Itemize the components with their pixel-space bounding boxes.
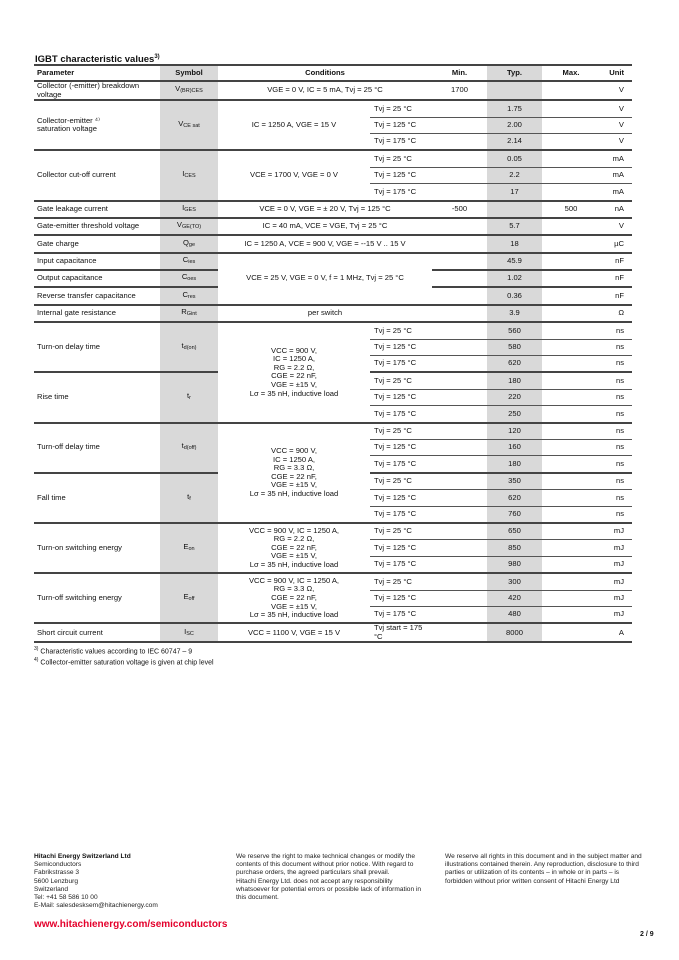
symbol	[160, 235, 218, 252]
max-value	[542, 218, 600, 235]
typ-value: 350	[487, 473, 542, 490]
conditions: VGE = 0 V, IC = 5 mA, Tvj = 25 °C	[218, 81, 432, 100]
unit: mJ	[600, 523, 632, 540]
min-value	[432, 133, 487, 150]
header-unit: Unit	[600, 65, 632, 81]
typ-value: 160	[487, 440, 542, 456]
typ-value: 850	[487, 540, 542, 556]
parameter-name: Gate charge	[34, 235, 160, 252]
conditions: VCE = 1700 V, VGE = 0 V	[218, 150, 370, 200]
typ-value: 620	[487, 356, 542, 373]
max-value	[542, 590, 600, 606]
temperature-condition: Tvj = 175 °C	[370, 184, 432, 201]
temperature-condition: Tvj start = 175 °C	[370, 623, 432, 642]
table-row	[34, 201, 632, 218]
max-value	[542, 490, 600, 506]
footnote	[34, 645, 214, 656]
max-value	[542, 406, 600, 423]
max-value	[542, 253, 600, 270]
table-row	[34, 623, 632, 642]
symbol-subscript: res	[187, 293, 196, 300]
parameter-name: Fall time	[34, 473, 160, 523]
typ-value: 1.02	[487, 270, 542, 287]
min-value	[432, 372, 487, 389]
min-value	[432, 556, 487, 573]
max-value	[542, 322, 600, 339]
header-typ: Typ.	[487, 65, 542, 81]
parameter-name: Output capacitance	[34, 270, 160, 287]
symbol	[160, 372, 218, 422]
parameter-name: Collector cut-off current	[34, 150, 160, 200]
table-row	[34, 218, 632, 235]
unit: ns	[600, 406, 632, 423]
typ-value: 220	[487, 389, 542, 405]
max-value	[542, 423, 600, 440]
symbol	[160, 623, 218, 642]
symbol-main: I	[182, 202, 185, 212]
conditions: IC = 40 mA, VCE = VGE, Tvj = 25 °C	[218, 218, 432, 235]
unit: V	[600, 218, 632, 235]
conditions: VCC = 900 V, IC = 1250 A, RG = 3.3 Ω, CGE = 22 nF, VGE = ±15 V, Lσ = 35 nH, inductive load	[218, 423, 370, 523]
unit: V	[600, 133, 632, 150]
parameter-name: Turn-on delay time	[34, 322, 160, 372]
temperature-condition: Tvj = 25 °C	[370, 100, 432, 117]
symbol-main: C	[182, 289, 188, 299]
min-value	[432, 322, 487, 339]
min-value	[432, 523, 487, 540]
temperature-condition: Tvj = 125 °C	[370, 389, 432, 405]
unit: ns	[600, 322, 632, 339]
temperature-condition: Tvj = 125 °C	[370, 117, 432, 133]
symbol-subscript: ge	[188, 241, 196, 248]
symbol-subscript: oes	[187, 276, 197, 283]
typ-value: 45.9	[487, 253, 542, 270]
footnote-mark: 3)	[34, 646, 39, 652]
symbol-subscript: CE sat	[183, 122, 200, 129]
table-row	[34, 423, 632, 440]
max-value	[542, 623, 600, 642]
min-value: -500	[432, 201, 487, 218]
typ-value: 620	[487, 490, 542, 506]
max-value	[542, 540, 600, 556]
parameter-name: Turn-on switching energy	[34, 523, 160, 573]
parameter-name: Turn-off switching energy	[34, 573, 160, 623]
max-value	[542, 81, 600, 100]
symbol-subscript: d(on)	[183, 345, 197, 352]
symbol-main: R	[181, 307, 187, 317]
symbol-main: V	[175, 84, 181, 94]
min-value	[432, 440, 487, 456]
unit: V	[600, 117, 632, 133]
parameter-name: Internal gate resistance	[34, 305, 160, 322]
parameter-name: Gate leakage current	[34, 201, 160, 218]
min-value	[432, 339, 487, 355]
symbol-main: E	[183, 541, 189, 551]
unit: mA	[600, 167, 632, 183]
conditions: VCE = 0 V, VGE = ± 20 V, Tvj = 125 °C	[218, 201, 432, 218]
unit: Ω	[600, 305, 632, 322]
typ-value: 760	[487, 506, 542, 523]
footnote-text: Characteristic values according to IEC 60747 – 9	[40, 648, 193, 656]
temperature-condition: Tvj = 25 °C	[370, 150, 432, 167]
min-value	[432, 218, 487, 235]
unit: ns	[600, 490, 632, 506]
footer-company-block	[34, 853, 204, 910]
table-row	[34, 100, 632, 117]
unit: V	[600, 100, 632, 117]
symbol	[160, 218, 218, 235]
symbol-main: C	[182, 255, 189, 265]
temperature-condition: Tvj = 125 °C	[370, 590, 432, 606]
typ-value: 420	[487, 590, 542, 606]
table-row	[34, 305, 632, 322]
min-value	[432, 606, 487, 623]
title-text: IGBT characteristic values	[35, 54, 155, 66]
min-value	[432, 253, 487, 270]
unit: µC	[600, 235, 632, 252]
symbol	[160, 573, 218, 623]
table-body	[34, 81, 632, 642]
symbol	[160, 305, 218, 322]
symbol	[160, 253, 218, 270]
typ-value: 560	[487, 322, 542, 339]
unit: V	[600, 81, 632, 100]
max-value	[542, 356, 600, 373]
footer-address: Semiconductors Fabrikstrasse 3 5600 Lenzburg Switzerland Tel: +41 58 586 10 00 E-Mail: salesdesksem@hitachienergy.com	[34, 861, 158, 910]
max-value	[542, 150, 600, 167]
typ-value: 0.05	[487, 150, 542, 167]
table-row	[34, 322, 632, 339]
footer-company-name: Hitachi Energy Switzerland Ltd	[34, 853, 131, 860]
unit: nF	[600, 253, 632, 270]
typ-value: 650	[487, 523, 542, 540]
unit: ns	[600, 440, 632, 456]
table-row	[34, 150, 632, 167]
max-value	[542, 556, 600, 573]
website-link[interactable]: www.hitachienergy.com/semiconductors	[34, 919, 228, 930]
max-value	[542, 389, 600, 405]
temperature-condition: Tvj = 175 °C	[370, 133, 432, 150]
typ-value: 480	[487, 606, 542, 623]
typ-value: 17	[487, 184, 542, 201]
max-value	[542, 606, 600, 623]
min-value	[432, 100, 487, 117]
typ-value: 300	[487, 573, 542, 590]
symbol-subscript: SC	[186, 630, 194, 637]
parameter-name: Collector (-emitter) breakdown voltage	[34, 81, 160, 100]
symbol-subscript: CES	[184, 173, 196, 180]
symbol	[160, 322, 218, 372]
title-footnote-mark: 3)	[154, 54, 160, 60]
unit: ns	[600, 372, 632, 389]
min-value	[432, 590, 487, 606]
table-row	[34, 573, 632, 590]
max-value	[542, 133, 600, 150]
typ-value: 5.7	[487, 218, 542, 235]
symbol-main: t	[187, 491, 190, 501]
conditions: VCC = 900 V, IC = 1250 A, RG = 2.2 Ω, CGE = 22 nF, VGE = ±15 V, Lσ = 35 nH, inductive load	[218, 523, 370, 573]
parameter-name: Input capacitance	[34, 253, 160, 270]
unit: A	[600, 623, 632, 642]
typ-value: 0.36	[487, 287, 542, 304]
conditions: VCE = 25 V, VGE = 0 V, f = 1 MHz, Tvj = 25 °C	[218, 253, 432, 305]
typ-value: 8000	[487, 623, 542, 642]
min-value	[432, 406, 487, 423]
min-value	[432, 473, 487, 490]
header-parameter: Parameter	[34, 65, 160, 81]
max-value	[542, 167, 600, 183]
min-value	[432, 287, 487, 304]
typ-value: 3.9	[487, 305, 542, 322]
typ-value: 180	[487, 372, 542, 389]
typ-value: 2.00	[487, 117, 542, 133]
unit: ns	[600, 339, 632, 355]
igbt-characteristics-table	[34, 64, 632, 643]
max-value	[542, 184, 600, 201]
symbol	[160, 150, 218, 200]
unit: mJ	[600, 556, 632, 573]
header-symbol: Symbol	[160, 65, 218, 81]
page-number: 2 / 9	[640, 931, 654, 938]
table-row	[34, 235, 632, 252]
typ-value: 980	[487, 556, 542, 573]
unit: ns	[600, 356, 632, 373]
max-value	[542, 506, 600, 523]
header-conditions: Conditions	[218, 65, 432, 81]
symbol	[160, 270, 218, 287]
unit: ns	[600, 506, 632, 523]
max-value	[542, 440, 600, 456]
typ-value: 250	[487, 406, 542, 423]
conditions: VCC = 1100 V, VGE = 15 V	[218, 623, 370, 642]
typ-value: 120	[487, 423, 542, 440]
symbol	[160, 523, 218, 573]
symbol-main: V	[178, 118, 184, 128]
temperature-condition: Tvj = 175 °C	[370, 356, 432, 373]
symbol-main: t	[187, 391, 190, 401]
typ-value: 2.2	[487, 167, 542, 183]
min-value	[432, 356, 487, 373]
parameter-name: Short circuit current	[34, 623, 160, 642]
min-value	[432, 540, 487, 556]
min-value	[432, 456, 487, 473]
min-value	[432, 270, 487, 287]
parameter-name: Rise time	[34, 372, 160, 422]
temperature-condition: Tvj = 175 °C	[370, 556, 432, 573]
temperature-condition: Tvj = 125 °C	[370, 339, 432, 355]
conditions: VCC = 900 V, IC = 1250 A, RG = 3.3 Ω, CGE = 22 nF, VGE = ±15 V, Lσ = 35 nH, inductive load	[218, 573, 370, 623]
max-value	[542, 372, 600, 389]
symbol-main: V	[176, 220, 182, 230]
conditions: VCC = 900 V, IC = 1250 A, RG = 2.2 Ω, CGE = 22 nF, VGE = ±15 V, Lσ = 35 nH, inductive load	[218, 322, 370, 422]
min-value	[432, 389, 487, 405]
unit: mJ	[600, 540, 632, 556]
parameter-name: Gate-emitter threshold voltage	[34, 218, 160, 235]
min-value	[432, 184, 487, 201]
min-value	[432, 305, 487, 322]
min-value	[432, 235, 487, 252]
symbol-subscript: GES	[184, 206, 196, 213]
max-value: 500	[542, 201, 600, 218]
typ-value	[487, 81, 542, 100]
unit: ns	[600, 423, 632, 440]
symbol	[160, 473, 218, 523]
table-row	[34, 253, 632, 270]
temperature-condition: Tvj = 25 °C	[370, 523, 432, 540]
table-row	[34, 523, 632, 540]
temperature-condition: Tvj = 25 °C	[370, 573, 432, 590]
max-value	[542, 305, 600, 322]
table-row	[34, 81, 632, 100]
symbol-subscript: r	[189, 395, 191, 402]
symbol-subscript: (BR)CES	[180, 88, 203, 95]
footer-disclaimer-changes: We reserve the right to make technical changes or modify the contents of this document without prior notice. With regard to purchase orders, the agreed particulars shall prevail. Hitachi Energy Ltd. does not accept any responsibility whatsoever for potential errors or possible lack of information in this document.	[236, 853, 422, 902]
symbol	[160, 423, 218, 473]
max-value	[542, 235, 600, 252]
unit: ns	[600, 456, 632, 473]
min-value: 1700	[432, 81, 487, 100]
symbol-main: I	[182, 169, 185, 179]
footnotes	[34, 645, 214, 668]
temperature-condition: Tvj = 25 °C	[370, 322, 432, 339]
min-value	[432, 423, 487, 440]
unit: nA	[600, 201, 632, 218]
symbol	[160, 81, 218, 100]
parameter-name: Collector-emitter ⁴⁾ saturation voltage	[34, 100, 160, 150]
typ-value: 2.14	[487, 133, 542, 150]
unit: mA	[600, 150, 632, 167]
footnote-mark: 4)	[34, 657, 39, 664]
temperature-condition: Tvj = 25 °C	[370, 473, 432, 490]
max-value	[542, 270, 600, 287]
header-max: Max.	[542, 65, 600, 81]
typ-value: 1.75	[487, 100, 542, 117]
temperature-condition: Tvj = 25 °C	[370, 372, 432, 389]
symbol-subscript: GE(TO)	[181, 224, 202, 231]
conditions: per switch	[218, 305, 432, 322]
symbol-subscript: off	[188, 595, 195, 602]
temperature-condition: Tvj = 175 °C	[370, 606, 432, 623]
max-value	[542, 573, 600, 590]
typ-value	[487, 201, 542, 218]
typ-value: 18	[487, 235, 542, 252]
temperature-condition: Tvj = 175 °C	[370, 506, 432, 523]
unit: mJ	[600, 573, 632, 590]
temperature-condition: Tvj = 25 °C	[370, 423, 432, 440]
conditions: IC = 1250 A, VGE = 15 V	[218, 100, 370, 150]
unit: nF	[600, 270, 632, 287]
symbol	[160, 100, 218, 150]
unit: nF	[600, 287, 632, 304]
typ-value: 180	[487, 456, 542, 473]
symbol-main: Q	[182, 237, 189, 247]
symbol-subscript: d(off)	[183, 445, 197, 452]
symbol-main: E	[183, 591, 189, 601]
min-value	[432, 167, 487, 183]
unit: ns	[600, 389, 632, 405]
min-value	[432, 573, 487, 590]
max-value	[542, 456, 600, 473]
temperature-condition: Tvj = 175 °C	[370, 456, 432, 473]
min-value	[432, 150, 487, 167]
temperature-condition: Tvj = 175 °C	[370, 406, 432, 423]
footnote-text: Collector-emitter saturation voltage is given at chip level	[40, 659, 214, 667]
max-value	[542, 339, 600, 355]
symbol-main: C	[181, 272, 188, 282]
temperature-condition: Tvj = 125 °C	[370, 167, 432, 183]
max-value	[542, 117, 600, 133]
parameter-name: Reverse transfer capacitance	[34, 287, 160, 304]
temperature-condition: Tvj = 125 °C	[370, 540, 432, 556]
symbol-main: t	[181, 341, 184, 351]
max-value	[542, 287, 600, 304]
symbol-subscript: on	[188, 545, 195, 552]
table-header-row	[34, 65, 632, 81]
unit: mA	[600, 184, 632, 201]
footnote	[34, 656, 214, 667]
footer-disclaimer-rights: We reserve all rights in this document and in the subject matter and illustrations contained therein. Any reproduction, disclosure to third parties or utilization of its contents – in whole or in parts – is forbidden without prior written consent of Hitachi Energy Ltd	[445, 853, 642, 885]
conditions: IC = 1250 A, VCE = 900 V, VGE = --15 V .. 15 V	[218, 235, 432, 252]
symbol-subscript: ies	[188, 259, 196, 266]
min-value	[432, 490, 487, 506]
max-value	[542, 473, 600, 490]
symbol	[160, 201, 218, 218]
symbol	[160, 287, 218, 304]
symbol-main: I	[184, 626, 187, 636]
unit: mJ	[600, 606, 632, 623]
parameter-name: Turn-off delay time	[34, 423, 160, 473]
symbol-subscript: Gint	[186, 311, 197, 318]
max-value	[542, 100, 600, 117]
symbol-subscript: f	[189, 495, 191, 502]
symbol-main: t	[181, 441, 184, 451]
header-min: Min.	[432, 65, 487, 81]
temperature-condition: Tvj = 125 °C	[370, 490, 432, 506]
temperature-condition: Tvj = 125 °C	[370, 440, 432, 456]
min-value	[432, 506, 487, 523]
max-value	[542, 523, 600, 540]
min-value	[432, 623, 487, 642]
typ-value: 580	[487, 339, 542, 355]
unit: mJ	[600, 590, 632, 606]
min-value	[432, 117, 487, 133]
unit: ns	[600, 473, 632, 490]
